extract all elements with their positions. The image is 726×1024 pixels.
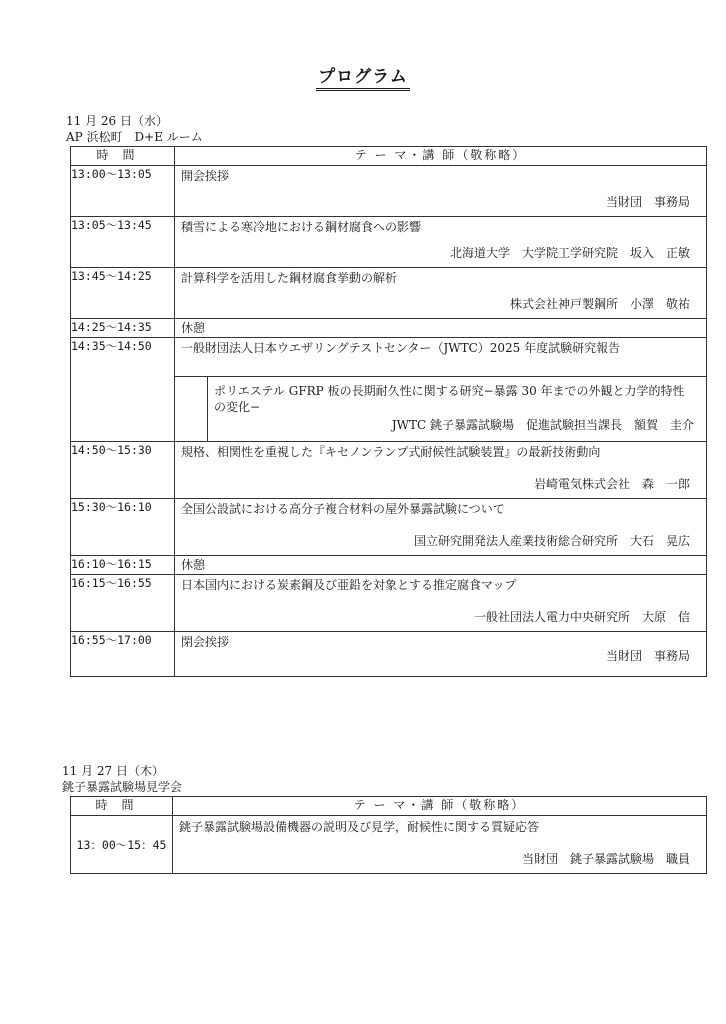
topic-text: 計算科学を活用した鋼材腐食挙動の解析 xyxy=(181,271,398,285)
speaker-text: 当財団 事務局 xyxy=(605,195,690,209)
topic-text: 休憩 xyxy=(181,558,206,572)
day2-venue: 銚子暴露試験場見学会 xyxy=(62,780,183,794)
speaker-text: 一般社団法人電力中央研究所 大原 信 xyxy=(473,610,690,624)
table-row xyxy=(71,217,707,268)
speaker-text: 株式会社神戸製鋼所 小澤 敬祐 xyxy=(509,297,690,311)
table-row xyxy=(71,816,707,874)
speaker-text: 当財団 事務局 xyxy=(605,649,690,663)
table-header-row xyxy=(71,797,707,816)
day2-date: 11 月 27 日（木） xyxy=(62,764,164,778)
time-cell: 13:45〜14:25 xyxy=(71,268,175,319)
table-row xyxy=(71,319,707,338)
time-cell: 13:00〜13:05 xyxy=(71,166,175,217)
speaker-text: 当財団 銚子暴露試験場 職員 xyxy=(521,852,690,866)
day1-date: 11 月 26 日（水） xyxy=(66,114,168,128)
topic-text: 一般財団法人日本ウエザリングテストセンター（JWTC）2025 年度試験研究報告 xyxy=(181,341,621,355)
time-cell: 16:55〜17:00 xyxy=(71,632,175,677)
table-row xyxy=(71,442,707,499)
table-row xyxy=(71,268,707,319)
topic-text: 閉会挨拶 xyxy=(181,635,230,649)
table-row xyxy=(71,632,707,677)
table-row xyxy=(71,166,707,217)
time-cell: 15:30〜16:10 xyxy=(71,499,175,556)
program-table-day2 xyxy=(70,796,707,874)
time-cell: 14:25〜14:35 xyxy=(71,319,175,338)
topic-text: 日本国内における炭素鋼及び亜鉛を対象とする推定腐食マップ xyxy=(181,578,517,592)
time-cell: 14:35〜14:50 xyxy=(71,338,175,442)
sub-speaker-text: JWTC 銚子暴露試験場 促進試験担当課長 額賀 圭介 xyxy=(391,418,694,432)
time-cell: 16:10〜16:15 xyxy=(71,556,175,575)
table-row xyxy=(71,575,707,632)
sub-topic-text: ポリエステル GFRP 板の長期耐久性に関する研究−暴露 30 年までの外観と力学的特性の変化− xyxy=(214,384,685,414)
speaker-text: 岩崎電気株式会社 森 一郎 xyxy=(533,477,690,491)
speaker-text: 国立研究開発法人産業技術総合研究所 大石 晃広 xyxy=(413,534,690,548)
table-row xyxy=(71,556,707,575)
table-row xyxy=(71,338,707,442)
header-time: 時間 xyxy=(71,147,175,166)
topic-text: 積雪による寒冷地における鋼材腐食への影響 xyxy=(181,220,422,234)
topic-text: 全国公設試における高分子複合材料の屋外暴露試験について xyxy=(181,502,505,516)
time-cell: 13：00〜15：45 xyxy=(71,816,173,874)
time-cell: 13:05〜13:45 xyxy=(71,217,175,268)
page-title: プログラム xyxy=(0,62,726,91)
day1-venue: AP 浜松町 D+E ルーム xyxy=(66,130,203,144)
table-header-row xyxy=(71,147,707,166)
speaker-text: 北海道大学 大学院工学研究院 坂入 正敏 xyxy=(449,246,690,260)
header-time: 時間 xyxy=(71,797,173,816)
table-row xyxy=(71,499,707,556)
time-cell: 16:15〜16:55 xyxy=(71,575,175,632)
header-theme: テ ー マ・講 師（敬称略） xyxy=(173,797,707,816)
topic-text: 休憩 xyxy=(181,321,206,335)
sub-session xyxy=(175,376,706,441)
header-theme: テ ー マ・講 師（敬称略） xyxy=(175,147,707,166)
topic-text: 規格、相関性を重視した『キセノンランプ式耐候性試験装置』の最新技術動向 xyxy=(181,445,601,459)
program-table-day1 xyxy=(70,146,707,677)
topic-text: 銚子暴露試験場設備機器の説明及び見学，耐候性に関する質疑応答 xyxy=(179,820,540,834)
time-cell: 14:50〜15:30 xyxy=(71,442,175,499)
topic-text: 開会挨拶 xyxy=(181,169,230,183)
